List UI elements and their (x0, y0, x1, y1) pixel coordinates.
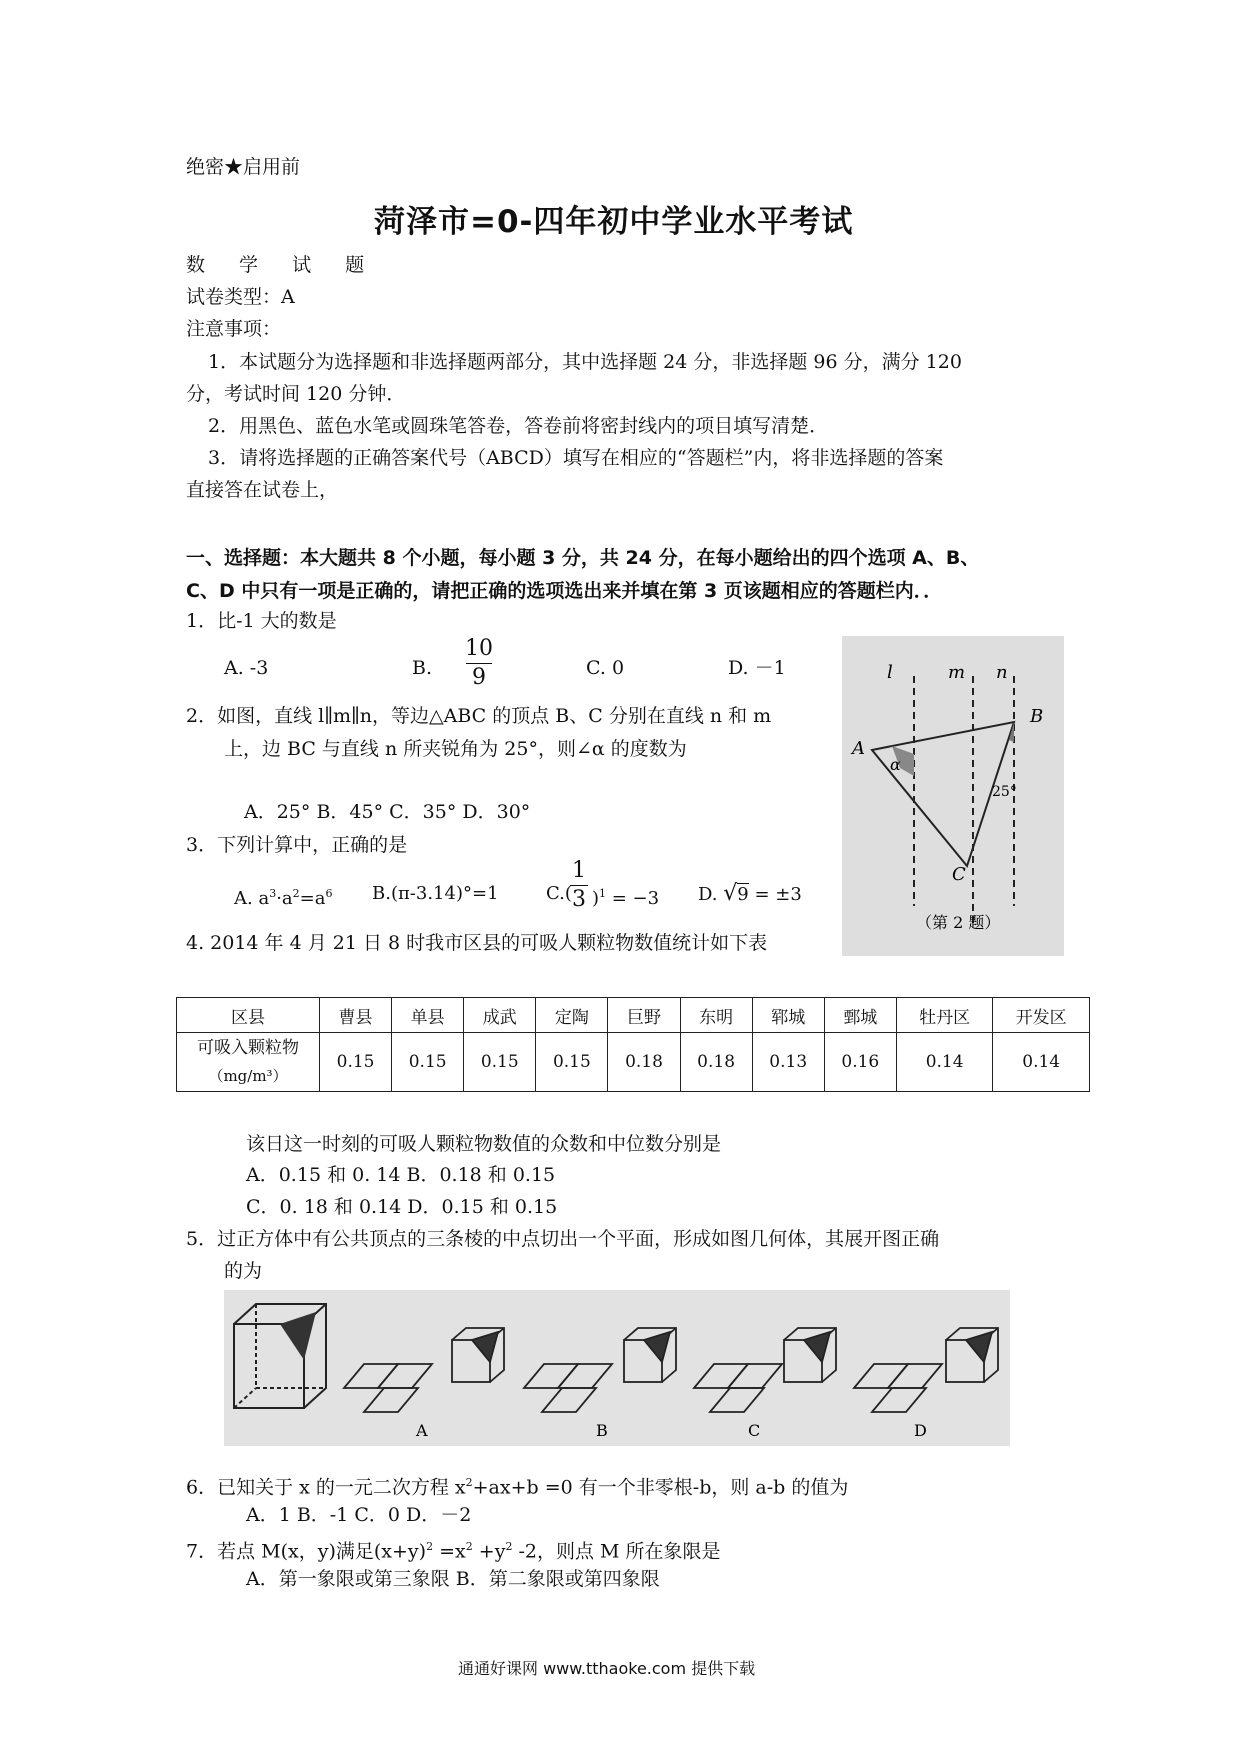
q3-stem: 3．下列计算中，正确的是 (186, 834, 408, 856)
row-label-line-2: （mg/m³） (208, 1067, 288, 1085)
q3-c-denominator: 3 (572, 887, 586, 912)
q5-figure (224, 1290, 1010, 1446)
table-header-cell: 开发区 (993, 998, 1090, 1033)
sqrt-icon: √ (723, 881, 738, 906)
q7-exp-1: 2 (426, 1540, 434, 1553)
q1-b-denominator: 9 (472, 665, 486, 690)
q6-stem-post: +ax+b =0 有一个非零根-b，则 a-b 的值为 (472, 1476, 849, 1499)
table-cell: 0.13 (752, 1033, 824, 1092)
table-cell: 0.18 (608, 1033, 680, 1092)
q7-exp-2: 2 (465, 1540, 473, 1553)
secret-label: 绝密★启用前 (186, 156, 301, 178)
q4-stem: 4. 2014 年 4 月 21 日 8 时我市区县的可吸人颗粒物数值统计如下表 (186, 932, 768, 954)
paper-type: 试卷类型：A (186, 286, 295, 308)
notes-heading: 注意事项： (186, 318, 282, 340)
q6-stem-pre: 6．已知关于 x 的一元二次方程 x (186, 1476, 466, 1499)
footer-source: 通通好课网 www.tthaoke.com 提供下载 (458, 1659, 756, 1678)
q7-mid-1: =x (433, 1540, 466, 1563)
table-cell: 0.15 (320, 1033, 392, 1092)
cube-net-diagram (224, 1290, 1010, 1446)
q6-stem (186, 1470, 848, 1500)
fraction-bar (570, 885, 588, 886)
note-3-line-1: 3．请将选择题的正确答案代号（ABCD）填写在相应的“答题栏”内，将非选择题的答案 (208, 447, 944, 469)
note-3-line-2: 直接答在试卷上， (186, 479, 339, 501)
q7-options: A．第一象限或第三象限 B．第二象限或第四象限 (246, 1568, 660, 1590)
table-row (177, 1033, 1090, 1092)
q3-a-base: A. a (234, 888, 270, 909)
table-header-cell: 巨野 (608, 998, 680, 1033)
q7-stem (186, 1534, 721, 1564)
table-header-cell: 曹县 (320, 998, 392, 1033)
table-header-cell: 区县 (177, 998, 320, 1033)
q3-c-exp: 1 (599, 887, 607, 900)
q6-options: A．1 B．-1 C．0 D．－2 (246, 1504, 472, 1526)
table-cell: 0.15 (536, 1033, 608, 1092)
row-label-cell (177, 1033, 320, 1092)
figure-caption: （第 2 题） (916, 913, 1001, 932)
q2-figure (842, 636, 1064, 956)
table-header-cell: 定陶 (536, 998, 608, 1033)
q3-c-numerator: 1 (572, 858, 586, 883)
label-c: C (952, 864, 966, 885)
note-1-line-1: 1．本试题分为选择题和非选择题两部分，其中选择题 24 分，非选择题 96 分，满分 120 (208, 351, 962, 373)
q3-option-c-prefix: C.( (546, 883, 572, 904)
q3-option-c-fraction (568, 858, 590, 913)
q3-a-post: =a (299, 888, 326, 909)
q3-d-label: D. (698, 884, 718, 905)
note-1-line-2: 分，考试时间 120 分钟． (186, 383, 406, 405)
subject-label: 数 学 试 题 (186, 254, 379, 276)
particulate-table (176, 997, 1090, 1092)
label-b: B (1030, 706, 1044, 727)
q4-options-line-2: C．0. 18 和 0.14 D．0.15 和 0.15 (246, 1196, 558, 1218)
net-label-d: D (914, 1421, 927, 1440)
q1-stem: 1．比-1 大的数是 (186, 610, 337, 632)
q3-option-b: B.(π-3.14)°=1 (372, 883, 499, 904)
table-cell: 0.16 (824, 1033, 896, 1092)
triangle-diagram (842, 636, 1064, 956)
table-header-cell: 成武 (464, 998, 536, 1033)
net-label-b: B (596, 1421, 608, 1440)
table-header-cell: 鄄城 (824, 998, 896, 1033)
table-cell: 0.15 (464, 1033, 536, 1092)
q3-a-exp-2: 2 (292, 887, 300, 900)
q1-option-d: D. －1 (728, 657, 786, 679)
q3-c-paren: ) (592, 888, 600, 909)
net-label-c: C (748, 1421, 761, 1440)
q1-b-numerator: 10 (465, 636, 493, 661)
q7-mid-2: +y (472, 1540, 506, 1563)
q7-exp-3: 2 (505, 1540, 513, 1553)
q7-stem-post: -2，则点 M 所在象限是 (512, 1540, 721, 1563)
q2-line-1: 2．如图，直线 l∥m∥n，等边△ABC 的顶点 B、C 分别在直线 n 和 m (186, 705, 772, 727)
q1-option-c: C. 0 (586, 657, 625, 679)
q7-stem-pre: 7．若点 M(x，y)满足(x+y) (186, 1540, 427, 1563)
q2-options: A．25° B．45° C．35° D．30° (244, 801, 531, 823)
fraction-bar (466, 663, 492, 664)
q4-question: 该日这一时刻的可吸人颗粒物数值的众数和中位数分别是 (246, 1133, 722, 1155)
q3-option-c-rest (592, 882, 659, 911)
q1-option-b-fraction (464, 636, 494, 691)
label-a: A (852, 738, 865, 759)
q3-a-exp-3: 6 (325, 887, 333, 900)
q2-line-2: 上，边 BC 与直线 n 所夹锐角为 25°，则∠α 的度数为 (224, 738, 687, 760)
label-25-degrees: 25° (992, 784, 1017, 800)
table-header-cell: 单县 (392, 998, 464, 1033)
label-n: n (996, 662, 1008, 683)
q3-c-value: = −3 (606, 888, 660, 909)
table-cell: 0.18 (680, 1033, 752, 1092)
section-1-line-1: 一、选择题：本大题共 8 个小题，每小题 3 分，共 24 分，在每小题给出的四个选项 A、B、 (186, 547, 980, 569)
q3-a-exp-1: 3 (269, 887, 277, 900)
q5-line-2: 的为 (224, 1260, 263, 1282)
q4-options-line-1: A．0.15 和 0. 14 B．0.18 和 0.15 (246, 1164, 556, 1186)
q1-option-b: B. (412, 657, 433, 679)
table-cell: 0.14 (993, 1033, 1090, 1092)
q3-d-value: = ±3 (748, 884, 802, 905)
table-cell: 0.14 (896, 1033, 993, 1092)
q1-option-a: A. -3 (224, 657, 269, 679)
q5-line-1: 5．过正方体中有公共顶点的三条棱的中点切出一个平面，形成如图几何体，其展开图正确 (186, 1228, 940, 1250)
row-label-line-1: 可吸入颗粒物 (197, 1038, 299, 1058)
section-1-line-2: C、D 中只有一项是正确的，请把正确的选项选出来并填在第 3 页该题相应的答题栏内．． (186, 580, 943, 602)
q3-option-a (234, 882, 332, 911)
q3-d-radicand: 9 (737, 884, 749, 905)
label-m: m (948, 662, 966, 683)
net-label-a: A (416, 1421, 428, 1440)
label-alpha: α (890, 755, 901, 774)
table-header-cell: 牡丹区 (896, 998, 993, 1033)
label-l: l (887, 662, 893, 683)
table-header-row (177, 998, 1090, 1033)
exam-title: 菏泽市=0-四年初中学业水平考试 (374, 204, 854, 240)
q3-a-mid: ·a (276, 888, 293, 909)
table-cell: 0.15 (392, 1033, 464, 1092)
table-header-cell: 郓城 (752, 998, 824, 1033)
table-header-cell: 东明 (680, 998, 752, 1033)
q6-exp: 2 (465, 1476, 473, 1489)
q3-option-d (698, 882, 802, 907)
note-2: 2．用黑色、蓝色水笔或圆珠笔答卷，答卷前将密封线内的项目填写清楚． (208, 415, 829, 437)
